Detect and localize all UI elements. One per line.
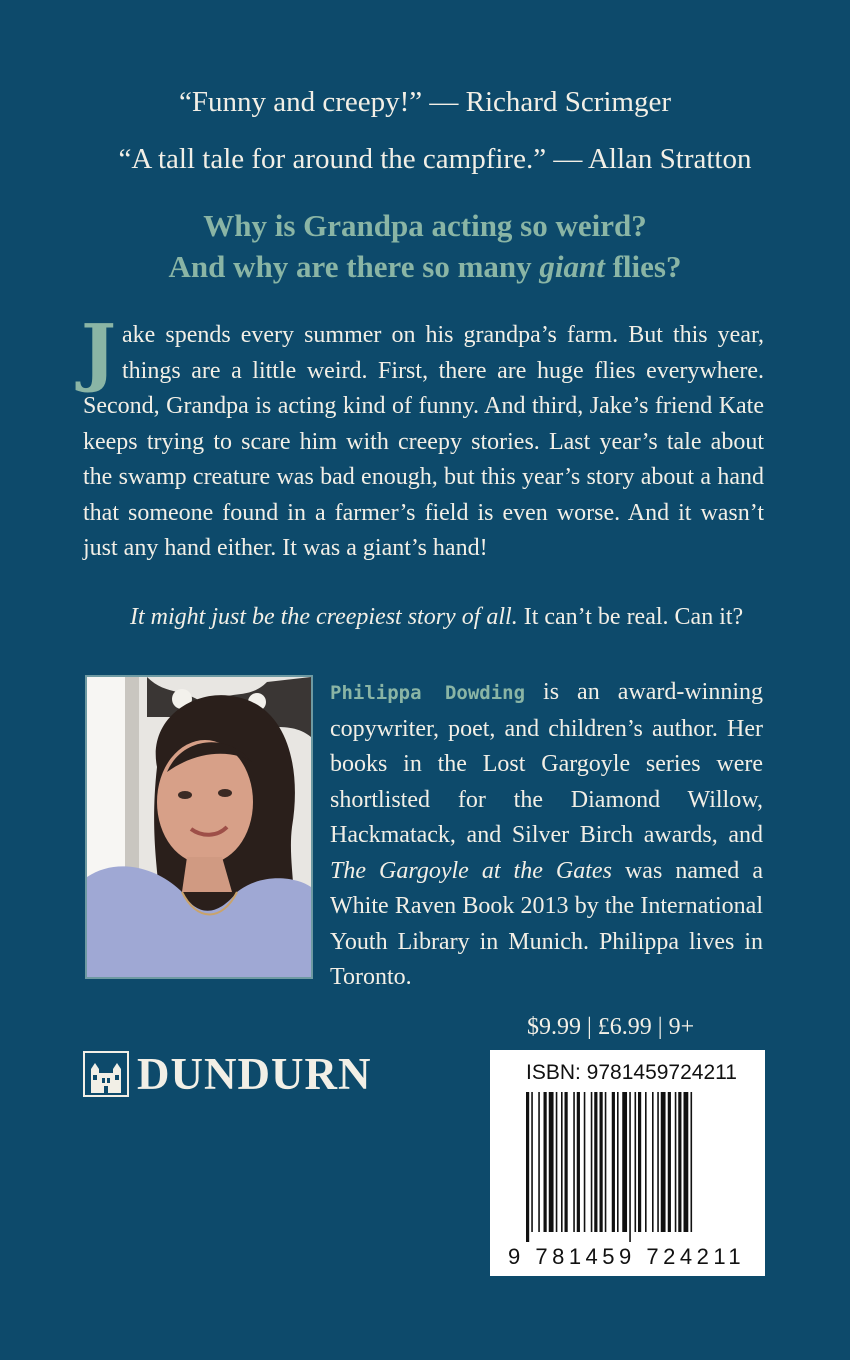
barcode-bar — [635, 1092, 637, 1232]
isbn-digits: 9 781459 724211 — [508, 1244, 746, 1269]
barcode-bar — [565, 1092, 568, 1232]
barcode-bar — [652, 1092, 654, 1232]
barcode-bar — [638, 1092, 641, 1232]
barcode-bar — [577, 1092, 580, 1232]
barcode-panel — [490, 1050, 765, 1276]
barcode-bar — [600, 1092, 603, 1232]
tagline-line-2-end: flies? — [604, 249, 682, 284]
building-icon — [83, 1051, 129, 1097]
barcode-bar — [594, 1092, 597, 1232]
blurb-closing-line — [130, 604, 743, 631]
blurb-text: ake spends every summer on his grandpa’s farm. But this year, things are a little weird. First, there are huge flies everywhere. Second, Grandpa is acting kind of funny. And third, Jake’s friend Kate keeps trying to scare him with creepy stories. Last year’s tale about the swamp creature was bad enough, but this year’s story about a hand that someone found in a farmer’s field is even worse. And it wasn’t just any hand either. It was a giant’s hand! — [83, 322, 764, 561]
author-name: Philippa Dowding — [330, 682, 526, 704]
barcode-bar — [549, 1092, 554, 1232]
bio-text-2: was named a White Raven Book 2013 by the International Youth Library in Munich. Philippa lives in Toronto. — [330, 857, 764, 990]
barcode-bar — [584, 1092, 586, 1232]
bio-text-1: is an award-winning copywriter, poet, and children’s author. Her books in the Lost Gargoyle series were shortlisted for the Diamond Willow, Hackmatack, and Silver Birch awards, and — [330, 679, 763, 848]
barcode-bar — [591, 1092, 593, 1232]
barcode-bar — [661, 1092, 666, 1232]
barcode-bar — [531, 1092, 533, 1232]
barcode-bar — [684, 1092, 689, 1232]
barcode-bar — [612, 1092, 615, 1232]
barcode-bar — [617, 1092, 619, 1232]
barcode-bars — [524, 1092, 734, 1242]
barcode-bar — [629, 1092, 631, 1242]
barcode-bar — [544, 1092, 547, 1232]
author-photo — [85, 675, 313, 979]
tagline-line-2-start: And why are there so many — [168, 249, 540, 284]
tagline-line-2 — [0, 246, 850, 287]
barcode-bar — [678, 1092, 681, 1232]
tagline — [0, 205, 850, 287]
blurb-paragraph — [81, 309, 764, 567]
book-title: The Gargoyle at the Gates — [330, 857, 612, 884]
tagline-line-1: Why is Grandpa acting so weird? — [203, 208, 647, 243]
barcode-bar — [622, 1092, 627, 1232]
barcode-bar — [561, 1092, 563, 1232]
blurb-closing-italic: It might just be the creepiest story of all. — [130, 604, 518, 630]
publisher-name: DUNDURN — [137, 1049, 372, 1099]
barcode-bar — [645, 1092, 647, 1232]
barcode-bar — [526, 1092, 529, 1242]
review-quote-1: “Funny and creepy!” — Richard Scrimger — [178, 86, 672, 118]
author-portrait-image — [87, 677, 311, 977]
barcode-bar — [605, 1092, 607, 1232]
tagline-emphasis: giant — [539, 249, 605, 284]
barcode-bar — [668, 1092, 671, 1232]
price-info: $9.99 | £6.99 | 9+ — [527, 1014, 695, 1040]
blurb-closing-rest: It can’t be real. Can it? — [517, 604, 744, 630]
isbn-label: ISBN: 9781459724211 — [526, 1061, 737, 1084]
barcode-bar — [675, 1092, 677, 1232]
barcode-bar — [691, 1092, 693, 1232]
barcode-bar — [538, 1092, 540, 1232]
barcode-bar — [556, 1092, 558, 1232]
review-quote-2: “A tall tale for around the campfire.” — Allan Stratton — [118, 143, 752, 175]
barcode-bar — [573, 1092, 575, 1232]
publisher-logo — [83, 1048, 371, 1100]
author-bio — [330, 675, 763, 996]
barcode-bar — [657, 1092, 659, 1232]
drop-cap: J — [81, 309, 117, 395]
